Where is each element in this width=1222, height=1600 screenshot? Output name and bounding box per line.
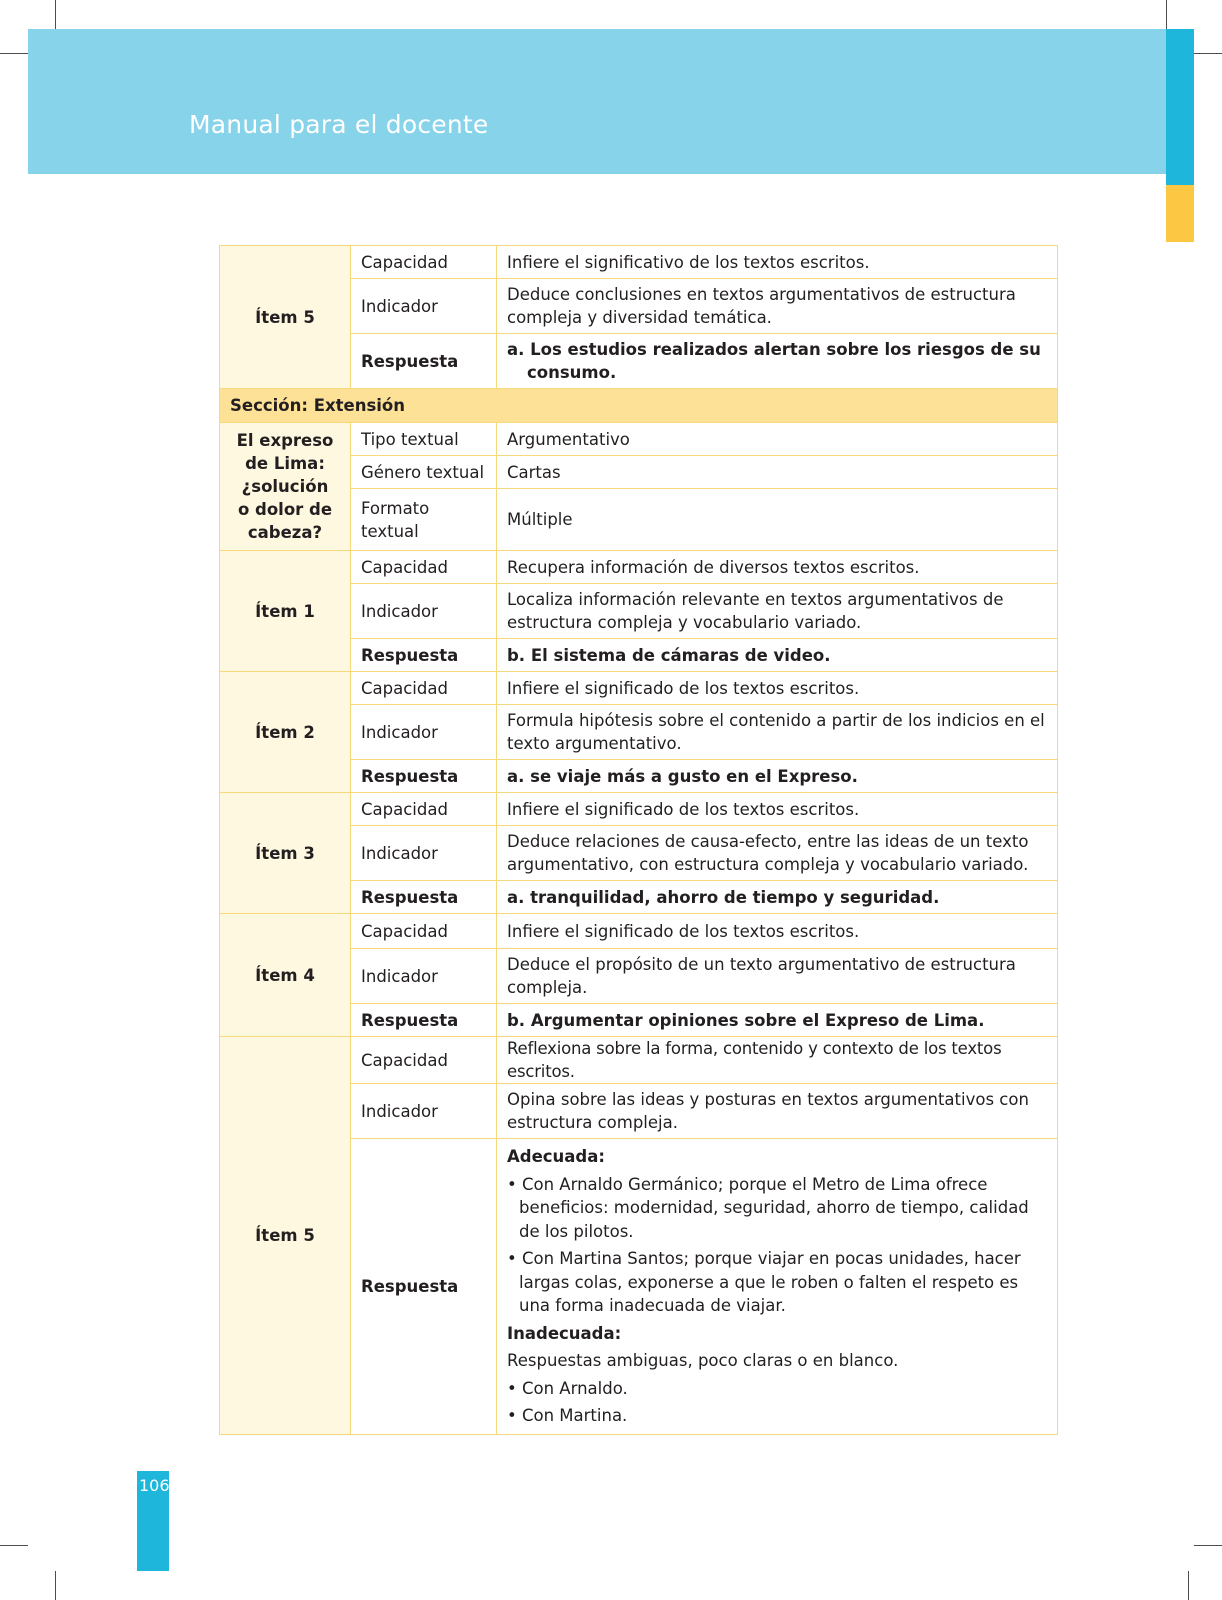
side-tab-blue [1166, 29, 1194, 185]
table-row [220, 1037, 1058, 1084]
row-value-formato: Múltiple [497, 489, 1058, 551]
row-label-respuesta: Respuesta [351, 1139, 497, 1435]
row-label-indicador: Indicador [351, 949, 497, 1004]
row-label-indicador: Indicador [351, 1084, 497, 1139]
section-label: Sección: Extensión [220, 389, 1058, 423]
crop-mark [1194, 1545, 1222, 1546]
row-value-indicador: Deduce conclusiones en textos argumentativos de estructura compleja y diversidad temática. [497, 279, 1058, 334]
inadecuada-bullet: • Con Martina. [507, 1406, 628, 1425]
crop-mark [1188, 1571, 1189, 1600]
item-label: Ítem 5 [220, 1037, 351, 1435]
crop-mark [1166, 0, 1167, 29]
respuesta-line-2: consumo. [527, 363, 617, 382]
row-label-indicador: Indicador [351, 826, 497, 881]
crop-mark [55, 0, 56, 29]
row-label-respuesta: Respuesta [351, 760, 497, 793]
row-label-respuesta: Respuesta [351, 881, 497, 914]
header-band [28, 29, 1166, 174]
crop-mark [1194, 53, 1222, 54]
side-tab-yellow [1166, 185, 1194, 242]
row-label-formato: Formato textual [351, 489, 497, 551]
row-label-genero: Género textual [351, 456, 497, 489]
row-value-respuesta: a. se viaje más a gusto en el Expreso. [497, 760, 1058, 793]
page-number: 106 [139, 1476, 170, 1495]
row-label-respuesta: Respuesta [351, 1004, 497, 1037]
row-label-respuesta: Respuesta [351, 639, 497, 672]
row-label-indicador: Indicador [351, 705, 497, 760]
table-row [220, 793, 1058, 826]
inadecuada-heading: Inadecuada: [507, 1323, 622, 1343]
row-value-capacidad: Infiere el significado de los textos escritos. [497, 793, 1058, 826]
row-label-tipo: Tipo textual [351, 423, 497, 456]
row-value-capacidad: Recupera información de diversos textos escritos. [497, 551, 1058, 584]
item-label: Ítem 3 [220, 793, 351, 914]
row-value-indicador: Deduce relaciones de causa-efecto, entre las ideas de un texto argumentativo, con estructura compleja y vocabulario variado. [497, 826, 1058, 881]
table-row [220, 246, 1058, 279]
crop-mark [55, 1571, 56, 1600]
item-label: Ítem 2 [220, 672, 351, 793]
row-value-capacidad: Infiere el significativo de los textos escritos. [497, 246, 1058, 279]
table-row [220, 914, 1058, 949]
row-value-respuesta: b. El sistema de cámaras de video. [497, 639, 1058, 672]
row-value-respuesta [497, 334, 1058, 389]
text-title: El expreso de Lima: ¿solución o dolor de cabeza? [220, 423, 351, 551]
table-row [220, 672, 1058, 705]
row-value-respuesta [497, 1139, 1058, 1435]
row-value-genero: Cartas [497, 456, 1058, 489]
row-value-capacidad: Infiere el significado de los textos escritos. [497, 672, 1058, 705]
row-value-respuesta: a. tranquilidad, ahorro de tiempo y seguridad. [497, 881, 1058, 914]
row-label-indicador: Indicador [351, 584, 497, 639]
row-label-respuesta: Respuesta [351, 334, 497, 389]
table-row [220, 551, 1058, 584]
row-value-capacidad: Reflexiona sobre la forma, contenido y contexto de los textos escritos. [497, 1037, 1058, 1084]
inadecuada-bullet: • Con Arnaldo. [507, 1378, 628, 1398]
respuesta-line-1: a. Los estudios realizados alertan sobre los riesgos de su [507, 340, 1041, 359]
row-value-indicador: Localiza información relevante en textos argumentativos de estructura compleja y vocabulario variado. [497, 584, 1058, 639]
row-label-capacidad: Capacidad [351, 793, 497, 826]
row-label-capacidad: Capacidad [351, 551, 497, 584]
evaluation-table [219, 245, 1058, 1435]
crop-mark [0, 1545, 28, 1546]
row-label-capacidad: Capacidad [351, 914, 497, 949]
page-header-title: Manual para el docente [189, 110, 489, 139]
row-value-indicador: Formula hipótesis sobre el contenido a partir de los indicios en el texto argumentativo. [497, 705, 1058, 760]
table-row [220, 423, 1058, 456]
page-number-tab [137, 1471, 169, 1571]
row-value-indicador: Opina sobre las ideas y posturas en textos argumentativos con estructura compleja. [497, 1084, 1058, 1139]
row-value-indicador: Deduce el propósito de un texto argumentativo de estructura compleja. [497, 949, 1058, 1004]
item-label: Ítem 5 [220, 246, 351, 389]
crop-mark [0, 53, 28, 54]
inadecuada-text: Respuestas ambiguas, poco claras o en blanco. [507, 1351, 899, 1370]
row-value-tipo: Argumentativo [497, 423, 1058, 456]
adecuada-heading: Adecuada: [507, 1147, 605, 1166]
section-header-row [220, 389, 1058, 423]
row-value-capacidad: Infiere el significado de los textos escritos. [497, 914, 1058, 949]
row-label-indicador: Indicador [351, 279, 497, 334]
row-label-capacidad: Capacidad [351, 1037, 497, 1084]
row-value-respuesta: b. Argumentar opiniones sobre el Expreso de Lima. [497, 1004, 1058, 1037]
item-label: Ítem 4 [220, 914, 351, 1037]
row-label-capacidad: Capacidad [351, 672, 497, 705]
item-label: Ítem 1 [220, 551, 351, 672]
adecuada-bullet: • Con Arnaldo Germánico; porque el Metro de Lima ofrece beneficios: modernidad, seguridad, ahorro de tiempo, calidad de los pilotos. [507, 1174, 1029, 1241]
adecuada-bullet: • Con Martina Santos; porque viajar en pocas unidades, hacer largas colas, exponerse a que le roben o falten el respeto es una forma inadecuada de viajar. [507, 1249, 1021, 1315]
row-label-capacidad: Capacidad [351, 246, 497, 279]
